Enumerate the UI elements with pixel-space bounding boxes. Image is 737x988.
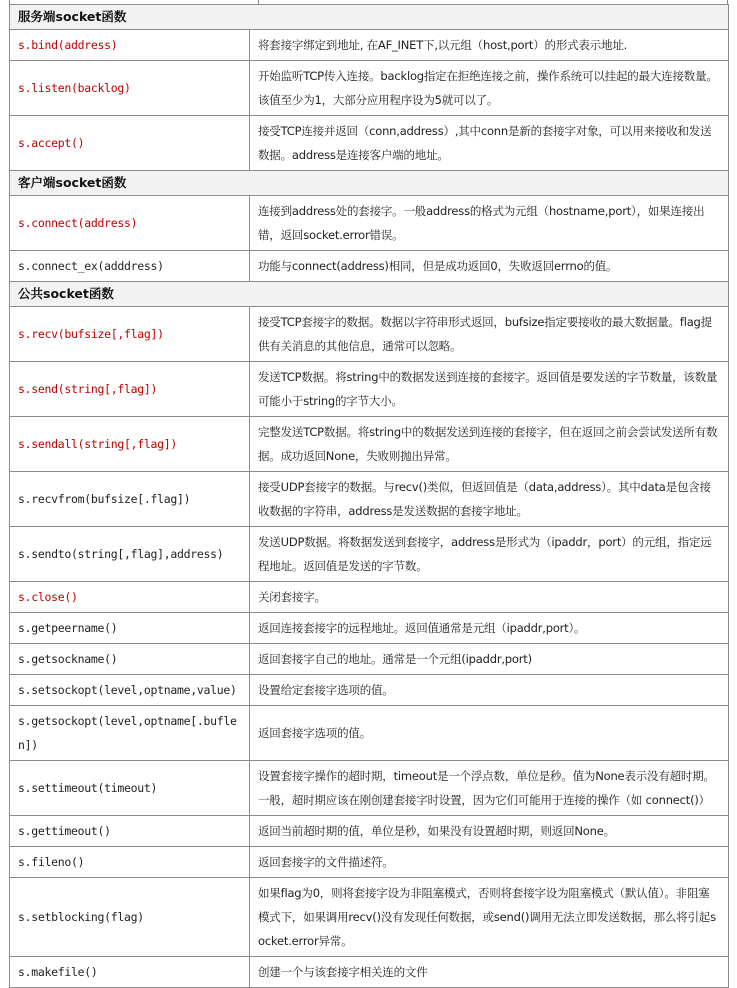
table-row bbox=[10, 61, 729, 116]
function-name-cell: s.gettimeout() bbox=[10, 816, 250, 847]
function-description-cell: 接受TCP套接字的数据。数据以字符串形式返回，bufsize指定要接收的最大数据量。flag提供有关消息的其他信息，通常可以忽略。 bbox=[250, 307, 729, 362]
function-description-cell: 发送TCP数据。将string中的数据发送到连接的套接字。返回值是要发送的字节数量，该数量可能小于string的字节大小。 bbox=[250, 362, 729, 417]
table-row bbox=[10, 675, 729, 706]
function-name-cell: s.connect_ex(adddress) bbox=[10, 251, 250, 282]
section-header bbox=[10, 171, 729, 196]
function-name-cell: s.close() bbox=[10, 582, 250, 613]
function-description-cell: 设置给定套接字选项的值。 bbox=[250, 675, 729, 706]
function-name-cell: s.sendall(string[,flag]) bbox=[10, 417, 250, 472]
function-name-cell: s.getsockname() bbox=[10, 644, 250, 675]
table-row bbox=[10, 417, 729, 472]
function-name-cell: s.fileno() bbox=[10, 847, 250, 878]
socket-functions-table bbox=[9, 4, 729, 988]
function-description-cell: 连接到address处的套接字。一般address的格式为元组（hostname,port），如果连接出错，返回socket.error错误。 bbox=[250, 196, 729, 251]
function-description-cell: 返回套接字自己的地址。通常是一个元组(ipaddr,port) bbox=[250, 644, 729, 675]
function-description-cell: 功能与connect(address)相同，但是成功返回0，失败返回errno的值。 bbox=[250, 251, 729, 282]
table-row bbox=[10, 307, 729, 362]
table-row bbox=[10, 613, 729, 644]
function-description-cell: 返回连接套接字的远程地址。返回值通常是元组（ipaddr,port）。 bbox=[250, 613, 729, 644]
function-description-cell: 发送UDP数据。将数据发送到套接字，address是形式为（ipaddr，port）的元组，指定远程地址。返回值是发送的字节数。 bbox=[250, 527, 729, 582]
table-row bbox=[10, 582, 729, 613]
table-row bbox=[10, 362, 729, 417]
table-row bbox=[10, 116, 729, 171]
function-description-cell: 关闭套接字。 bbox=[250, 582, 729, 613]
function-name-cell: s.bind(address) bbox=[10, 30, 250, 61]
table-row bbox=[10, 196, 729, 251]
section-header bbox=[10, 282, 729, 307]
function-name-cell: s.accept() bbox=[10, 116, 250, 171]
function-name-cell: s.recv(bufsize[,flag]) bbox=[10, 307, 250, 362]
function-description-cell: 如果flag为0，则将套接字设为非阻塞模式，否则将套接字设为阻塞模式（默认值）。非阻塞模式下，如果调用recv()没有发现任何数据，或send()调用无法立即发送数据，那么将引起socket.error异常。 bbox=[250, 878, 729, 957]
function-name-cell: s.settimeout(timeout) bbox=[10, 761, 250, 816]
section-title: 公共socket函数 bbox=[10, 282, 729, 307]
table-row bbox=[10, 761, 729, 816]
function-name-cell: s.recvfrom(bufsize[.flag]) bbox=[10, 472, 250, 527]
function-description-cell: 返回当前超时期的值，单位是秒，如果没有设置超时期，则返回None。 bbox=[250, 816, 729, 847]
function-name-cell: s.listen(backlog) bbox=[10, 61, 250, 116]
function-description-cell: 返回套接字选项的值。 bbox=[250, 706, 729, 761]
function-name-cell: s.getpeername() bbox=[10, 613, 250, 644]
table-row bbox=[10, 644, 729, 675]
section-header bbox=[10, 5, 729, 30]
table-top-edge bbox=[9, 0, 728, 4]
function-name-cell: s.send(string[,flag]) bbox=[10, 362, 250, 417]
table-row bbox=[10, 30, 729, 61]
table-row bbox=[10, 957, 729, 988]
function-name-cell: s.connect(address) bbox=[10, 196, 250, 251]
table-row bbox=[10, 706, 729, 761]
function-description-cell: 返回套接字的文件描述符。 bbox=[250, 847, 729, 878]
function-name-cell: s.setsockopt(level,optname,value) bbox=[10, 675, 250, 706]
function-name-cell: s.sendto(string[,flag],address) bbox=[10, 527, 250, 582]
function-description-cell: 接受TCP连接并返回（conn,address）,其中conn是新的套接字对象，可以用来接收和发送数据。address是连接客户端的地址。 bbox=[250, 116, 729, 171]
table-row bbox=[10, 878, 729, 957]
table-row bbox=[10, 251, 729, 282]
function-description-cell: 将套接字绑定到地址, 在AF_INET下,以元组（host,port）的形式表示地址. bbox=[250, 30, 729, 61]
table-row bbox=[10, 527, 729, 582]
table-row bbox=[10, 816, 729, 847]
table-row bbox=[10, 472, 729, 527]
section-title: 服务端socket函数 bbox=[10, 5, 729, 30]
function-description-cell: 完整发送TCP数据。将string中的数据发送到连接的套接字，但在返回之前会尝试发送所有数据。成功返回None，失败则抛出异常。 bbox=[250, 417, 729, 472]
function-description-cell: 创建一个与该套接字相关连的文件 bbox=[250, 957, 729, 988]
socket-functions-document bbox=[9, 0, 728, 988]
function-description-cell: 设置套接字操作的超时期，timeout是一个浮点数，单位是秒。值为None表示没有超时期。一般，超时期应该在刚创建套接字时设置，因为它们可能用于连接的操作（如 connect()） bbox=[250, 761, 729, 816]
function-name-cell: s.getsockopt(level,optname[.buflen]) bbox=[10, 706, 250, 761]
section-title: 客户端socket函数 bbox=[10, 171, 729, 196]
function-name-cell: s.makefile() bbox=[10, 957, 250, 988]
function-name-cell: s.setblocking(flag) bbox=[10, 878, 250, 957]
function-description-cell: 接受UDP套接字的数据。与recv()类似，但返回值是（data,address）。其中data是包含接收数据的字符串，address是发送数据的套接字地址。 bbox=[250, 472, 729, 527]
function-description-cell: 开始监听TCP传入连接。backlog指定在拒绝连接之前，操作系统可以挂起的最大连接数量。该值至少为1，大部分应用程序设为5就可以了。 bbox=[250, 61, 729, 116]
table-row bbox=[10, 847, 729, 878]
